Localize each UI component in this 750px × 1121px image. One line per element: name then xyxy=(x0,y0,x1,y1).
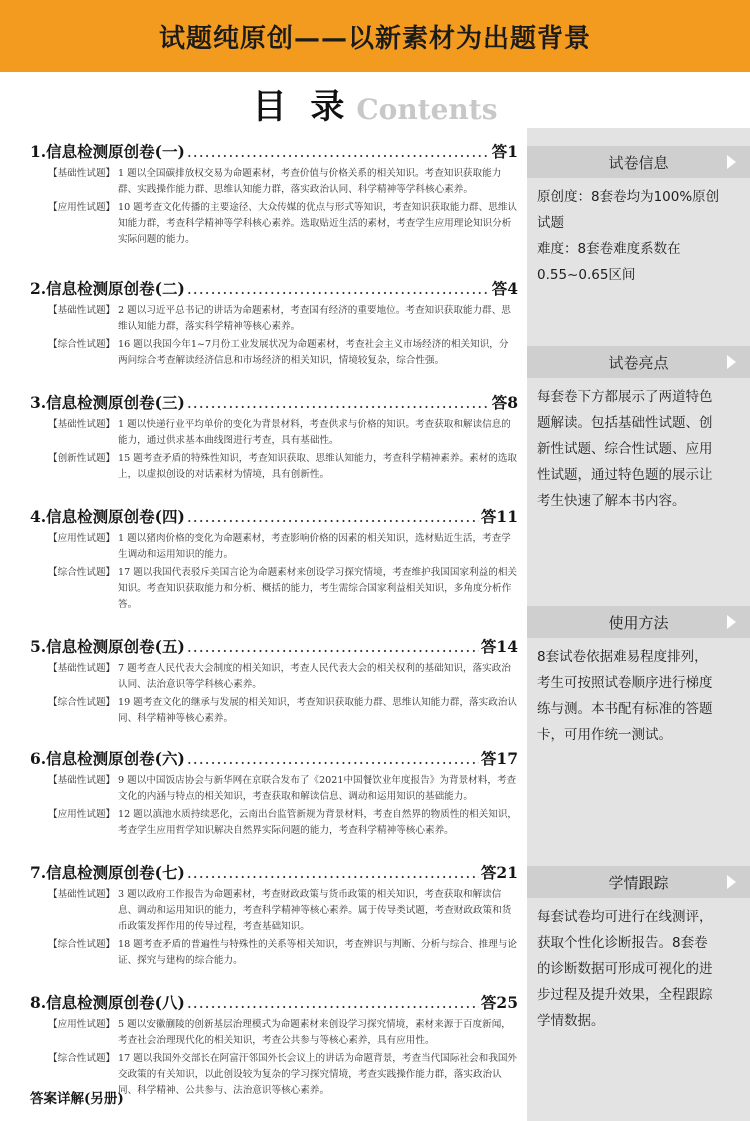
entry-item xyxy=(30,1017,518,1049)
panel-title: 使用方法 xyxy=(608,613,669,632)
item-text: 12 题以滇池水质持续恶化，云南出台监管新规为背景材料，考查自然界的物质性的相关知识，考查学生应用哲学知识解决自然界实际问题的能力，考查科学精神等核心素养。 xyxy=(118,809,518,836)
item-text: 18 题考查矛盾的普遍性与特殊性的关系等相关知识，考查辨识与判断、分析与综合、推理与论证、探究与建构的综合能力。 xyxy=(118,939,518,966)
item-text: 2 题以习近平总书记的讲话为命题素材，考查国有经济的重要地位。考查知识获取能力群、思维认知能力群，落实科学精神等核心素养。 xyxy=(118,305,511,332)
item-tag: 【应用性试题】 xyxy=(48,1019,116,1030)
entry-page: 答4 xyxy=(491,279,518,298)
panel-line: 卡，可用作统一测试。 xyxy=(537,727,672,743)
item-tag: 【基础性试题】 xyxy=(48,168,116,179)
leader-dots xyxy=(187,864,479,882)
panel-body xyxy=(527,898,750,1034)
panel-line: 8套试卷依据难易程度排列， xyxy=(537,649,708,665)
item-text: 15 题考查矛盾的特殊性知识，考查知识获取、思维认知能力，考查科学精神素养。素材的选取上，以虚拟创设的对话素材为情境，具有创新性。 xyxy=(118,453,518,480)
entry-item xyxy=(30,773,518,805)
entry-item xyxy=(30,417,518,449)
item-text: 16 题以我国今年1~7月份工业发展状况为命题素材，考查社会主义市场经济的相关知识，分两问综合考查解读经济信息和市场经济的相关知识，情境较复杂，综合性强。 xyxy=(118,339,509,366)
panel-line: 考生快速了解本书内容。 xyxy=(537,493,686,509)
toc-entry[interactable] xyxy=(30,505,518,625)
panel-usage xyxy=(527,606,750,748)
entry-item xyxy=(30,887,518,935)
entry-page: 答17 xyxy=(480,749,518,768)
item-text: 1 题以猪肉价格的变化为命题素材，考查影响价格的因素的相关知识，选材贴近生活，考查学生调动和运用知识的能力。 xyxy=(118,533,511,560)
panel-line: 步过程及提升效果，全程跟踪 xyxy=(537,987,713,1003)
item-tag: 【综合性试题】 xyxy=(48,697,116,708)
panel-line: 原创度：8套卷均为100%原创 xyxy=(537,189,720,205)
entry-title[interactable]: 8.信息检测原创卷(八) xyxy=(30,993,185,1012)
entry-title[interactable]: 4.信息检测原创卷(四) xyxy=(30,507,185,526)
leader-dots xyxy=(187,994,479,1012)
panel-header[interactable] xyxy=(527,606,750,638)
panel-line: 新性试题、综合性试题、应用 xyxy=(537,441,713,457)
panel-title: 学情跟踪 xyxy=(608,873,669,892)
panel-line: 学情数据。 xyxy=(537,1013,605,1029)
leader-dots xyxy=(187,280,490,298)
info-sidebar xyxy=(527,128,750,1121)
panel-body xyxy=(527,378,750,514)
leader-dots xyxy=(187,143,490,161)
item-tag: 【应用性试题】 xyxy=(48,533,116,544)
item-tag: 【应用性试题】 xyxy=(48,809,116,820)
panel-line: 练与测。本书配有标准的答题 xyxy=(537,701,713,717)
entry-page: 答25 xyxy=(480,993,518,1012)
item-text: 9 题以中国饭店协会与新华网在京联合发布了《2021中国餐饮业年度报告》为背景材料，考查文化的内涵与特点的相关知识，考查获取和解读信息、调动和运用知识的基础能力。 xyxy=(118,775,517,802)
entry-title[interactable]: 1.信息检测原创卷(一) xyxy=(30,142,185,161)
item-tag: 【基础性试题】 xyxy=(48,663,116,674)
item-tag: 【综合性试题】 xyxy=(48,567,116,578)
panel-line: 题解读。包括基础性试题、创 xyxy=(537,415,713,431)
item-tag: 【基础性试题】 xyxy=(48,889,116,900)
entry-item xyxy=(30,695,518,727)
toc-entry[interactable] xyxy=(30,861,518,981)
entry-page: 答1 xyxy=(491,142,518,161)
toc-list xyxy=(30,140,518,1109)
entry-page: 答21 xyxy=(480,863,518,882)
panel-highlights xyxy=(527,346,750,514)
item-text: 7 题考查人民代表大会制度的相关知识，考查人民代表大会的相关权利的基础知识，落实政治认同、法治意识等学科核心素养。 xyxy=(118,663,511,690)
entry-item xyxy=(30,166,518,198)
arrow-right-icon xyxy=(727,355,736,369)
panel-line: 每套卷下方都展示了两道特色 xyxy=(537,389,713,405)
entry-item xyxy=(30,937,518,969)
item-text: 17 题以我国外交部长在阿富汗邻国外长会议上的讲话为命题背景，考查当代国际社会和我国外交政策的有关知识，以此创设较为复杂的学习探究情境，考查实践操作能力群，落实政治认同、科学精神、公共参与、法治意识等核心素养。 xyxy=(118,1053,518,1096)
entry-title[interactable]: 5.信息检测原创卷(五) xyxy=(30,637,185,656)
item-tag: 【基础性试题】 xyxy=(48,419,116,430)
item-tag: 【基础性试题】 xyxy=(48,305,116,316)
item-tag: 【综合性试题】 xyxy=(48,1053,116,1064)
item-text: 19 题考查文化的继承与发展的相关知识，考查知识获取能力群、思维认知能力群，落实政治认同、科学精神等核心素养。 xyxy=(118,697,518,724)
panel-line: 考生可按照试卷顺序进行梯度 xyxy=(537,675,713,691)
arrow-right-icon xyxy=(727,875,736,889)
item-text: 5 题以安徽蒯陵的创新基层治理模式为命题素材来创设学习探究情境，素材来源于百度新闻，考查社会治理现代化的相关知识，考查公共参与等核心素养，具有应用性。 xyxy=(118,1019,511,1046)
panel-line: 每套试卷均可进行在线测评， xyxy=(537,909,713,925)
leader-dots xyxy=(187,394,490,412)
entry-item xyxy=(30,200,518,248)
arrow-right-icon xyxy=(727,155,736,169)
item-tag: 【创新性试题】 xyxy=(48,453,116,464)
panel-title: 试卷亮点 xyxy=(608,353,669,372)
entry-item xyxy=(30,661,518,693)
toc-entry[interactable] xyxy=(30,991,518,1099)
panel-line: 试题 xyxy=(537,215,564,231)
panel-line: 获取个性化诊断报告。8套卷 xyxy=(537,935,708,951)
leader-dots xyxy=(187,750,479,768)
entry-page: 答8 xyxy=(491,393,518,412)
item-text: 1 题以快递行业平均单价的变化为背景材料，考查供求与价格的知识。考查获取和解读信息的能力，通过供求基本曲线图进行考查，具有基础性。 xyxy=(118,419,511,446)
panel-title: 试卷信息 xyxy=(608,153,669,172)
entry-item xyxy=(30,807,518,839)
entry-page: 答14 xyxy=(480,637,518,656)
toc-title-cn: 目 录 xyxy=(252,87,351,127)
entry-item xyxy=(30,531,518,563)
toc-entry[interactable] xyxy=(30,635,518,737)
arrow-right-icon xyxy=(727,615,736,629)
entry-title[interactable]: 2.信息检测原创卷(二) xyxy=(30,279,185,298)
toc-entry[interactable] xyxy=(30,747,518,851)
entry-item xyxy=(30,565,518,613)
panel-line: 难度：8套卷难度系数在 xyxy=(537,241,681,257)
entry-page: 答11 xyxy=(480,507,518,526)
panel-body xyxy=(527,638,750,748)
panel-header[interactable] xyxy=(527,346,750,378)
leader-dots xyxy=(187,508,479,526)
item-tag: 【综合性试题】 xyxy=(48,339,116,350)
toc-entry[interactable] xyxy=(30,140,518,267)
panel-header[interactable] xyxy=(527,146,750,178)
panel-body xyxy=(527,178,750,288)
entry-title[interactable]: 7.信息检测原创卷(七) xyxy=(30,863,185,882)
item-text: 10 题考查文化传播的主要途径、大众传媒的优点与形式等知识，考查知识获取能力群、思维认知能力群，考查科学精神等学科核心素养。选取贴近生活的素材，考查学生应用理论知识分析实际问题的能力。 xyxy=(118,202,518,245)
item-tag: 【综合性试题】 xyxy=(48,939,116,950)
top-banner: 试题纯原创——以新素材为出题背景 xyxy=(0,0,750,72)
toc-title xyxy=(0,78,750,128)
entry-title[interactable]: 6.信息检测原创卷(六) xyxy=(30,749,185,768)
item-text: 1 题以全国碳排放权交易为命题素材，考查价值与价格关系的相关知识。考查知识获取能力群、实践操作能力群、思维认知能力群，落实政治认同、科学精神等学科核心素养。 xyxy=(118,168,502,195)
panel-exam-info xyxy=(527,146,750,288)
panel-tracking xyxy=(527,866,750,1034)
toc-entry[interactable] xyxy=(30,277,518,381)
panel-line: 的诊断数据可形成可视化的进 xyxy=(537,961,713,977)
toc-title-en: Contents xyxy=(356,93,498,126)
toc-entry[interactable] xyxy=(30,391,518,495)
item-text: 17 题以我国代表驳斥美国言论为命题素材来创设学习探究情境，考查维护我国国家利益的相关知识。考查知识获取能力和分析、概括的能力，考生需综合国家利益相关知识，多角度分析作答。 xyxy=(118,567,518,610)
leader-dots xyxy=(187,638,479,656)
panel-header[interactable] xyxy=(527,866,750,898)
panel-line: 性试题，通过特色题的展示让 xyxy=(537,467,713,483)
entry-title[interactable]: 3.信息检测原创卷(三) xyxy=(30,393,185,412)
entry-item xyxy=(30,303,518,335)
entry-item xyxy=(30,337,518,369)
entry-item xyxy=(30,451,518,483)
item-tag: 【应用性试题】 xyxy=(48,202,116,213)
item-text: 3 题以政府工作报告为命题素材，考查财政政策与货币政策的相关知识，考查获取和解读信息、调动和运用知识的能力，考查科学精神等核心素养。属于传导类试题，考查财政政策和货币政策发挥作用的传导过程，考查基础知识。 xyxy=(118,889,512,932)
answers-note: 答案详解(另册) xyxy=(30,1091,124,1107)
panel-line: 0.55~0.65区间 xyxy=(537,267,636,283)
item-tag: 【基础性试题】 xyxy=(48,775,116,786)
